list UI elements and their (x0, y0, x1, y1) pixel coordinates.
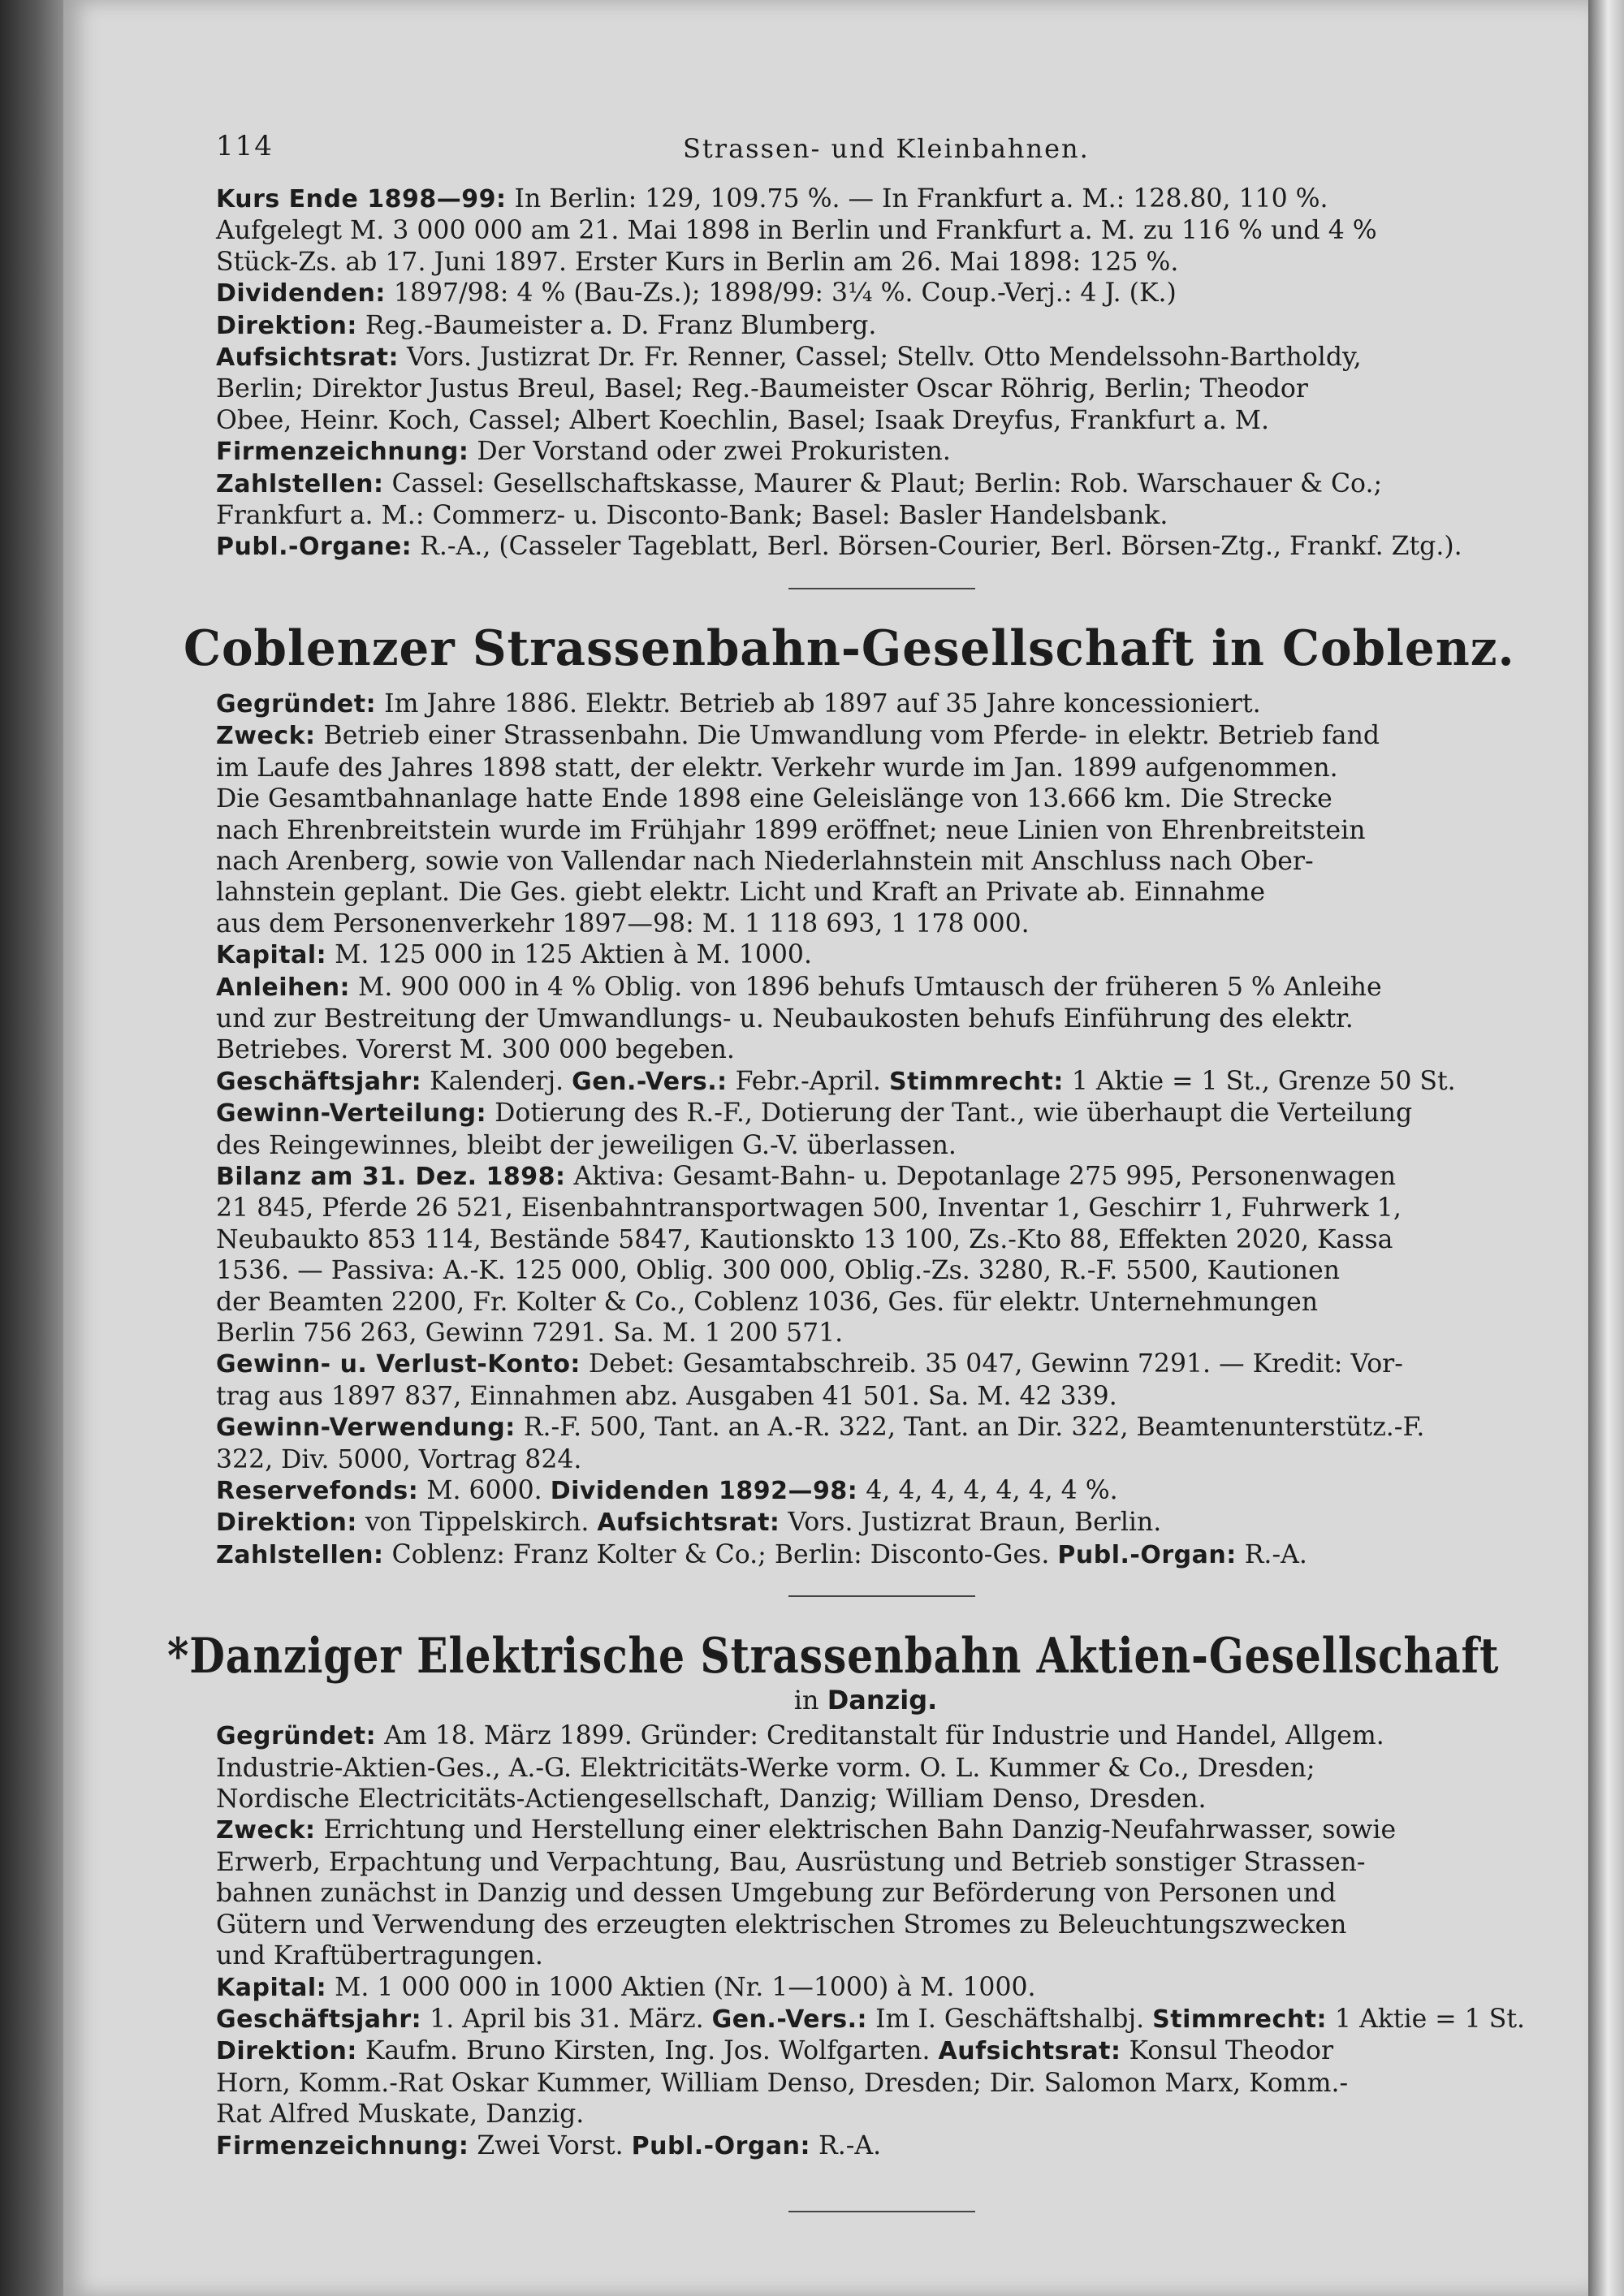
section-subtitle-danzig (184, 1685, 1548, 1716)
entry-text: Betriebes. Vorerst M. 300 000 begeben. (216, 1035, 735, 1065)
entry-text: M. 125 000 in 125 Aktien à M. 1000. (326, 940, 812, 970)
page-edge (1588, 0, 1624, 2296)
entry-key: Geschäftsjahr: (216, 2005, 422, 2034)
entry-line (216, 908, 1548, 939)
section-title-danzig: *Danziger Elektrische Strassenbahn Aktien-Gesellschaft (167, 1628, 1500, 1685)
entry-line (216, 342, 1548, 373)
entry-line (216, 1475, 1548, 1507)
entry-text: M. 900 000 in 4 % Oblig. von 1896 behufs Umtausch der früheren 5 % Anleihe (350, 972, 1382, 1002)
entry-line (216, 2130, 1548, 2162)
entry-key: Geschäftsjahr: (216, 1067, 422, 1096)
entry-line (216, 1539, 1548, 1571)
entry-line (216, 2099, 1548, 2130)
entry-line (216, 1878, 1548, 1909)
entry-key: Gewinn-Verwendung: (216, 1413, 516, 1443)
entry-text: Kaufm. Bruno Kirsten, Ing. Jos. Wolfgarten. (356, 2036, 939, 2066)
entry-text: aus dem Personenverkehr 1897—98: M. 1 118 693, 1 178 000. (216, 908, 1030, 939)
entry-key: Kapital: (216, 1973, 327, 2002)
entry-line (216, 972, 1548, 1003)
entry-text: Zwei Vorst. (469, 2130, 632, 2160)
section-divider (788, 2211, 975, 2212)
entry-line (216, 405, 1548, 436)
entry-line (216, 1255, 1548, 1286)
entry-text: R.-A. (1236, 1539, 1307, 1569)
subtitle-city: Danzig. (827, 1685, 938, 1716)
section-divider (788, 1595, 975, 1597)
entry-text: des Reingewinnes, bleibt der jeweiligen G.-V. überlassen. (216, 1130, 957, 1160)
entry-text: Industrie-Aktien-Ges., A.-G. Elektricitäts-Werke vorm. O. L. Kummer & Co., Dresden; (216, 1753, 1315, 1783)
entry-text: Berlin; Direktor Justus Breul, Basel; Reg.-Baumeister Oscar Röhrig, Berlin; Theodor (216, 374, 1308, 404)
section-coblenz (216, 688, 1548, 1571)
entry-line (216, 753, 1548, 783)
entry-text: 1 Aktie = 1 St., Grenze 50 St. (1063, 1066, 1456, 1096)
entry-line (216, 1444, 1548, 1475)
entry-line (216, 1193, 1548, 1224)
entry-text: 4, 4, 4, 4, 4, 4, 4 %. (857, 1476, 1118, 1506)
entry-key: Direktion: (216, 311, 357, 340)
entry-line (216, 1753, 1548, 1784)
entry-key: Gewinn- u. Verlust-Konto: (216, 1350, 581, 1379)
entry-text: Vors. Justizrat Braun, Berlin. (780, 1508, 1162, 1538)
entry-line (216, 310, 1548, 342)
entry-text: Frankfurt a. M.: Commerz- u. Disconto-Bank; Basel: Basler Handelsbank. (216, 501, 1168, 531)
entry-line (216, 215, 1548, 246)
entry-key: Direktion: (216, 1508, 357, 1538)
page-number: 114 (216, 130, 274, 162)
entry-line (216, 783, 1548, 814)
entry-line (216, 183, 1548, 215)
entry-text: von Tippelskirch. (356, 1508, 598, 1538)
entry-text: Erwerb, Erpachtung und Verpachtung, Bau, Ausrüstung und Betrieb sonstiger Strassen- (216, 1847, 1366, 1877)
entry-key: Publ.-Organ: (631, 2131, 810, 2160)
entry-text: Aufgelegt M. 3 000 000 am 21. Mai 1898 in Berlin und Frankfurt a. M. zu 116 % und 4 % (216, 216, 1377, 246)
entry-text: R.-F. 500, Tant. an A.-R. 322, Tant. an Dir. 322, Beamtenunterstütz.-F. (515, 1413, 1425, 1443)
entry-text: M. 6000. (418, 1476, 551, 1506)
entry-key: Gegründet: (216, 689, 377, 719)
entry-text: 1897/98: 4 % (Bau-Zs.); 1898/99: 3¼ %. Coup.-Verj.: 4 J. (K.) (385, 278, 1177, 309)
section-previous-company-tail (216, 183, 1548, 563)
entry-line (216, 1784, 1548, 1815)
entry-key: Kurs Ende 1898—99: (216, 185, 507, 214)
entry-line (216, 1847, 1548, 1878)
entry-key: Aufsichtsrat: (938, 2037, 1121, 2066)
entry-line (216, 1940, 1548, 1971)
entry-key: Zahlstellen: (216, 469, 384, 498)
entry-line (216, 1287, 1548, 1318)
entry-line (216, 468, 1548, 500)
entry-key: Aufsichtsrat: (216, 343, 399, 373)
entry-line (216, 247, 1548, 278)
entry-key: Publ.-Organ: (1057, 1540, 1237, 1569)
entry-text: 322, Div. 5000, Vortrag 824. (216, 1444, 582, 1474)
entry-line (216, 1720, 1548, 1752)
entry-key: Bilanz am 31. Dez. 1898: (216, 1162, 566, 1191)
entry-key: Dividenden: (216, 279, 386, 309)
entry-key: Kapital: (216, 941, 327, 970)
entry-text: Am 18. März 1899. Gründer: Creditanstalt für Industrie und Handel, Allgem. (376, 1721, 1384, 1751)
entry-line (216, 500, 1548, 531)
entry-line (216, 278, 1548, 309)
entry-text: 1536. — Passiva: A.-K. 125 000, Oblig. 300 000, Oblig.-Zs. 3280, R.-F. 5500, Kautionen (216, 1256, 1341, 1286)
entry-text: Stück-Zs. ab 17. Juni 1897. Erster Kurs in Berlin am 26. Mai 1898: 125 %. (216, 247, 1179, 277)
entry-text: Konsul Theodor (1121, 2036, 1334, 2066)
entry-text: nach Arenberg, sowie von Vallendar nach Niederlahnstein mit Anschluss nach Ober- (216, 846, 1314, 876)
entry-key: Stimmrecht: (1152, 2005, 1328, 2034)
entry-key: Dividenden 1892—98: (550, 1477, 858, 1506)
entry-text: und zur Bestreitung der Umwandlungs- u. Neubaukosten behufs Einführung des elektr. (216, 1003, 1354, 1034)
entry-line (216, 373, 1548, 404)
entry-key: Direktion: (216, 2037, 357, 2066)
entry-text: Aktiva: Gesamt-Bahn- u. Depotanlage 275 995, Personenwagen (565, 1161, 1397, 1191)
entry-text: Gütern und Verwendung des erzeugten elektrischen Stromes zu Beleuchtungszwecken (216, 1910, 1347, 1940)
section-divider (788, 588, 975, 589)
entry-text: im Laufe des Jahres 1898 statt, der elektr. Verkehr wurde im Jan. 1899 aufgenommen. (216, 753, 1338, 783)
entry-line (216, 1066, 1548, 1098)
entry-text: Debet: Gesamtabschreib. 35 047, Gewinn 7291. — Kredit: Vor- (580, 1349, 1403, 1379)
entry-text: Nordische Electricitäts-Actiengesellschaft, Danzig; William Denso, Dresden. (216, 1785, 1207, 1815)
entry-line (216, 1318, 1548, 1349)
entry-text: Im Jahre 1886. Elektr. Betrieb ab 1897 auf 35 Jahre koncessioniert. (376, 688, 1261, 719)
entry-key: Gen.-Vers.: (572, 1067, 728, 1096)
entry-text: R.-A., (Casseler Tageblatt, Berl. Börsen-Courier, Berl. Börsen-Ztg., Frankf. Ztg.). (412, 532, 1462, 562)
entry-key: Zweck: (216, 1816, 316, 1845)
entry-text: und Kraftübertragungen. (216, 1941, 543, 1971)
entry-text: nach Ehrenbreitstein wurde im Frühjahr 1899 eröffnet; neue Linien von Ehrenbreitstein (216, 815, 1366, 845)
entry-key: Gewinn-Verteilung: (216, 1099, 487, 1129)
entry-line (216, 1224, 1548, 1255)
entry-line (216, 720, 1548, 752)
entry-text: Cassel: Gesellschaftskasse, Maurer & Plaut; Berlin: Rob. Warschauer & Co.; (383, 468, 1383, 498)
entry-text: Neubaukto 853 114, Bestände 5847, Kautionskto 13 100, Zs.-Kto 88, Effekten 2020, Kassa (216, 1224, 1393, 1254)
entry-line (216, 531, 1548, 563)
entry-key: Stimmrecht: (888, 1067, 1064, 1096)
entry-line (216, 1507, 1548, 1539)
entry-text: Dotierung des R.-F., Dotierung der Tant., wie überhaupt die Verteilung (486, 1098, 1413, 1129)
entry-key: Firmenzeichnung: (216, 438, 469, 467)
entry-line (216, 1972, 1548, 2004)
entry-line (216, 815, 1548, 846)
entry-line (216, 1412, 1548, 1444)
book-spine-shadow (0, 0, 63, 2296)
entry-line (216, 1161, 1548, 1193)
entry-text: R.-A. (810, 2130, 882, 2160)
entry-text: Coblenz: Franz Kolter & Co.; Berlin: Disconto-Ges. (383, 1539, 1058, 1569)
entry-text: In Berlin: 129, 109.75 %. — In Frankfurt a. M.: 128.80, 110 %. (506, 184, 1328, 214)
entry-key: Gen.-Vers.: (711, 2005, 868, 2034)
entry-line (216, 688, 1548, 720)
entry-text: Im I. Geschäftshalbj. (867, 2004, 1153, 2034)
entry-key: Anleihen: (216, 973, 351, 1002)
entry-key: Publ.-Organe: (216, 533, 412, 562)
entry-line (216, 1349, 1548, 1380)
entry-line (216, 877, 1548, 908)
entry-text: Kalenderj. (421, 1066, 572, 1096)
entry-line (216, 1815, 1548, 1846)
entry-line (216, 1910, 1548, 1940)
entry-line (216, 846, 1548, 877)
entry-key: Aufsichtsrat: (597, 1508, 780, 1538)
entry-text: lahnstein geplant. Die Ges. giebt elektr. Licht und Kraft an Private ab. Einnahme (216, 878, 1266, 908)
entry-text: der Beamten 2200, Fr. Kolter & Co., Coblenz 1036, Ges. für elektr. Unternehmungen (216, 1287, 1319, 1317)
entry-text: Errichtung und Herstellung einer elektrischen Bahn Danzig-Neufahrwasser, sowie (315, 1815, 1397, 1845)
entry-line (216, 2035, 1548, 2067)
entry-text: Febr.-April. (727, 1066, 889, 1096)
entry-text: bahnen zunächst in Danzig und dessen Umgebung zur Beförderung von Personen und (216, 1879, 1337, 1909)
entry-text: Vors. Justizrat Dr. Fr. Renner, Cassel; Stellv. Otto Mendelssohn-Bartholdy, (398, 343, 1362, 373)
entry-line (216, 2068, 1548, 2099)
entry-line (216, 1034, 1548, 1065)
entry-line (216, 1130, 1548, 1161)
entry-key: Reservefonds: (216, 1477, 419, 1506)
entry-key: Zweck: (216, 722, 316, 751)
entry-key: Zahlstellen: (216, 1540, 384, 1569)
entry-line (216, 2004, 1548, 2035)
subtitle-prefix: in (793, 1685, 819, 1716)
entry-text: 1 Aktie = 1 St. (1327, 2004, 1526, 2034)
section-title-coblenz: Coblenzer Strassenbahn-Gesellschaft in Coblenz. (184, 619, 1515, 677)
page-header (216, 130, 1548, 179)
entry-text: Rat Alfred Muskate, Danzig. (216, 2100, 585, 2130)
entry-line (216, 939, 1548, 971)
entry-text: Obee, Heinr. Koch, Cassel; Albert Koechlin, Basel; Isaak Dreyfus, Frankfurt a. M. (216, 405, 1270, 435)
page-content (167, 130, 1548, 2212)
entry-key: Gegründet: (216, 1722, 377, 1751)
entry-text: Die Gesamtbahnanlage hatte Ende 1898 eine Geleislänge von 13.666 km. Die Strecke (216, 784, 1332, 814)
entry-text: Der Vorstand oder zwei Prokuristen. (469, 437, 951, 467)
entry-key: Firmenzeichnung: (216, 2131, 469, 2160)
entry-line (216, 1098, 1548, 1129)
entry-text: 1. April bis 31. März. (421, 2004, 712, 2034)
entry-text: Betrieb einer Strassenbahn. Die Umwandlung vom Pferde- in elektr. Betrieb fand (315, 721, 1380, 751)
entry-text: trag aus 1897 837, Einnahmen abz. Ausgaben 41 501. Sa. M. 42 339. (216, 1381, 1117, 1411)
running-title: Strassen- und Kleinbahnen. (683, 133, 1090, 164)
entry-line (216, 1003, 1548, 1034)
entry-line (216, 1381, 1548, 1412)
entry-text: 21 845, Pferde 26 521, Eisenbahntransportwagen 500, Inventar 1, Geschirr 1, Fuhrwerk 1, (216, 1193, 1402, 1224)
section-danzig (216, 1720, 1548, 2162)
entry-line (216, 436, 1548, 468)
entry-text: Berlin 756 263, Gewinn 7291. Sa. M. 1 200 571. (216, 1318, 844, 1348)
entry-text: Horn, Komm.-Rat Oskar Kummer, William Denso, Dresden; Dir. Salomon Marx, Komm.- (216, 2068, 1349, 2098)
entry-text: M. 1 000 000 in 1000 Aktien (Nr. 1—1000) à M. 1000. (326, 1972, 1036, 2002)
entry-text: Reg.-Baumeister a. D. Franz Blumberg. (356, 310, 877, 340)
